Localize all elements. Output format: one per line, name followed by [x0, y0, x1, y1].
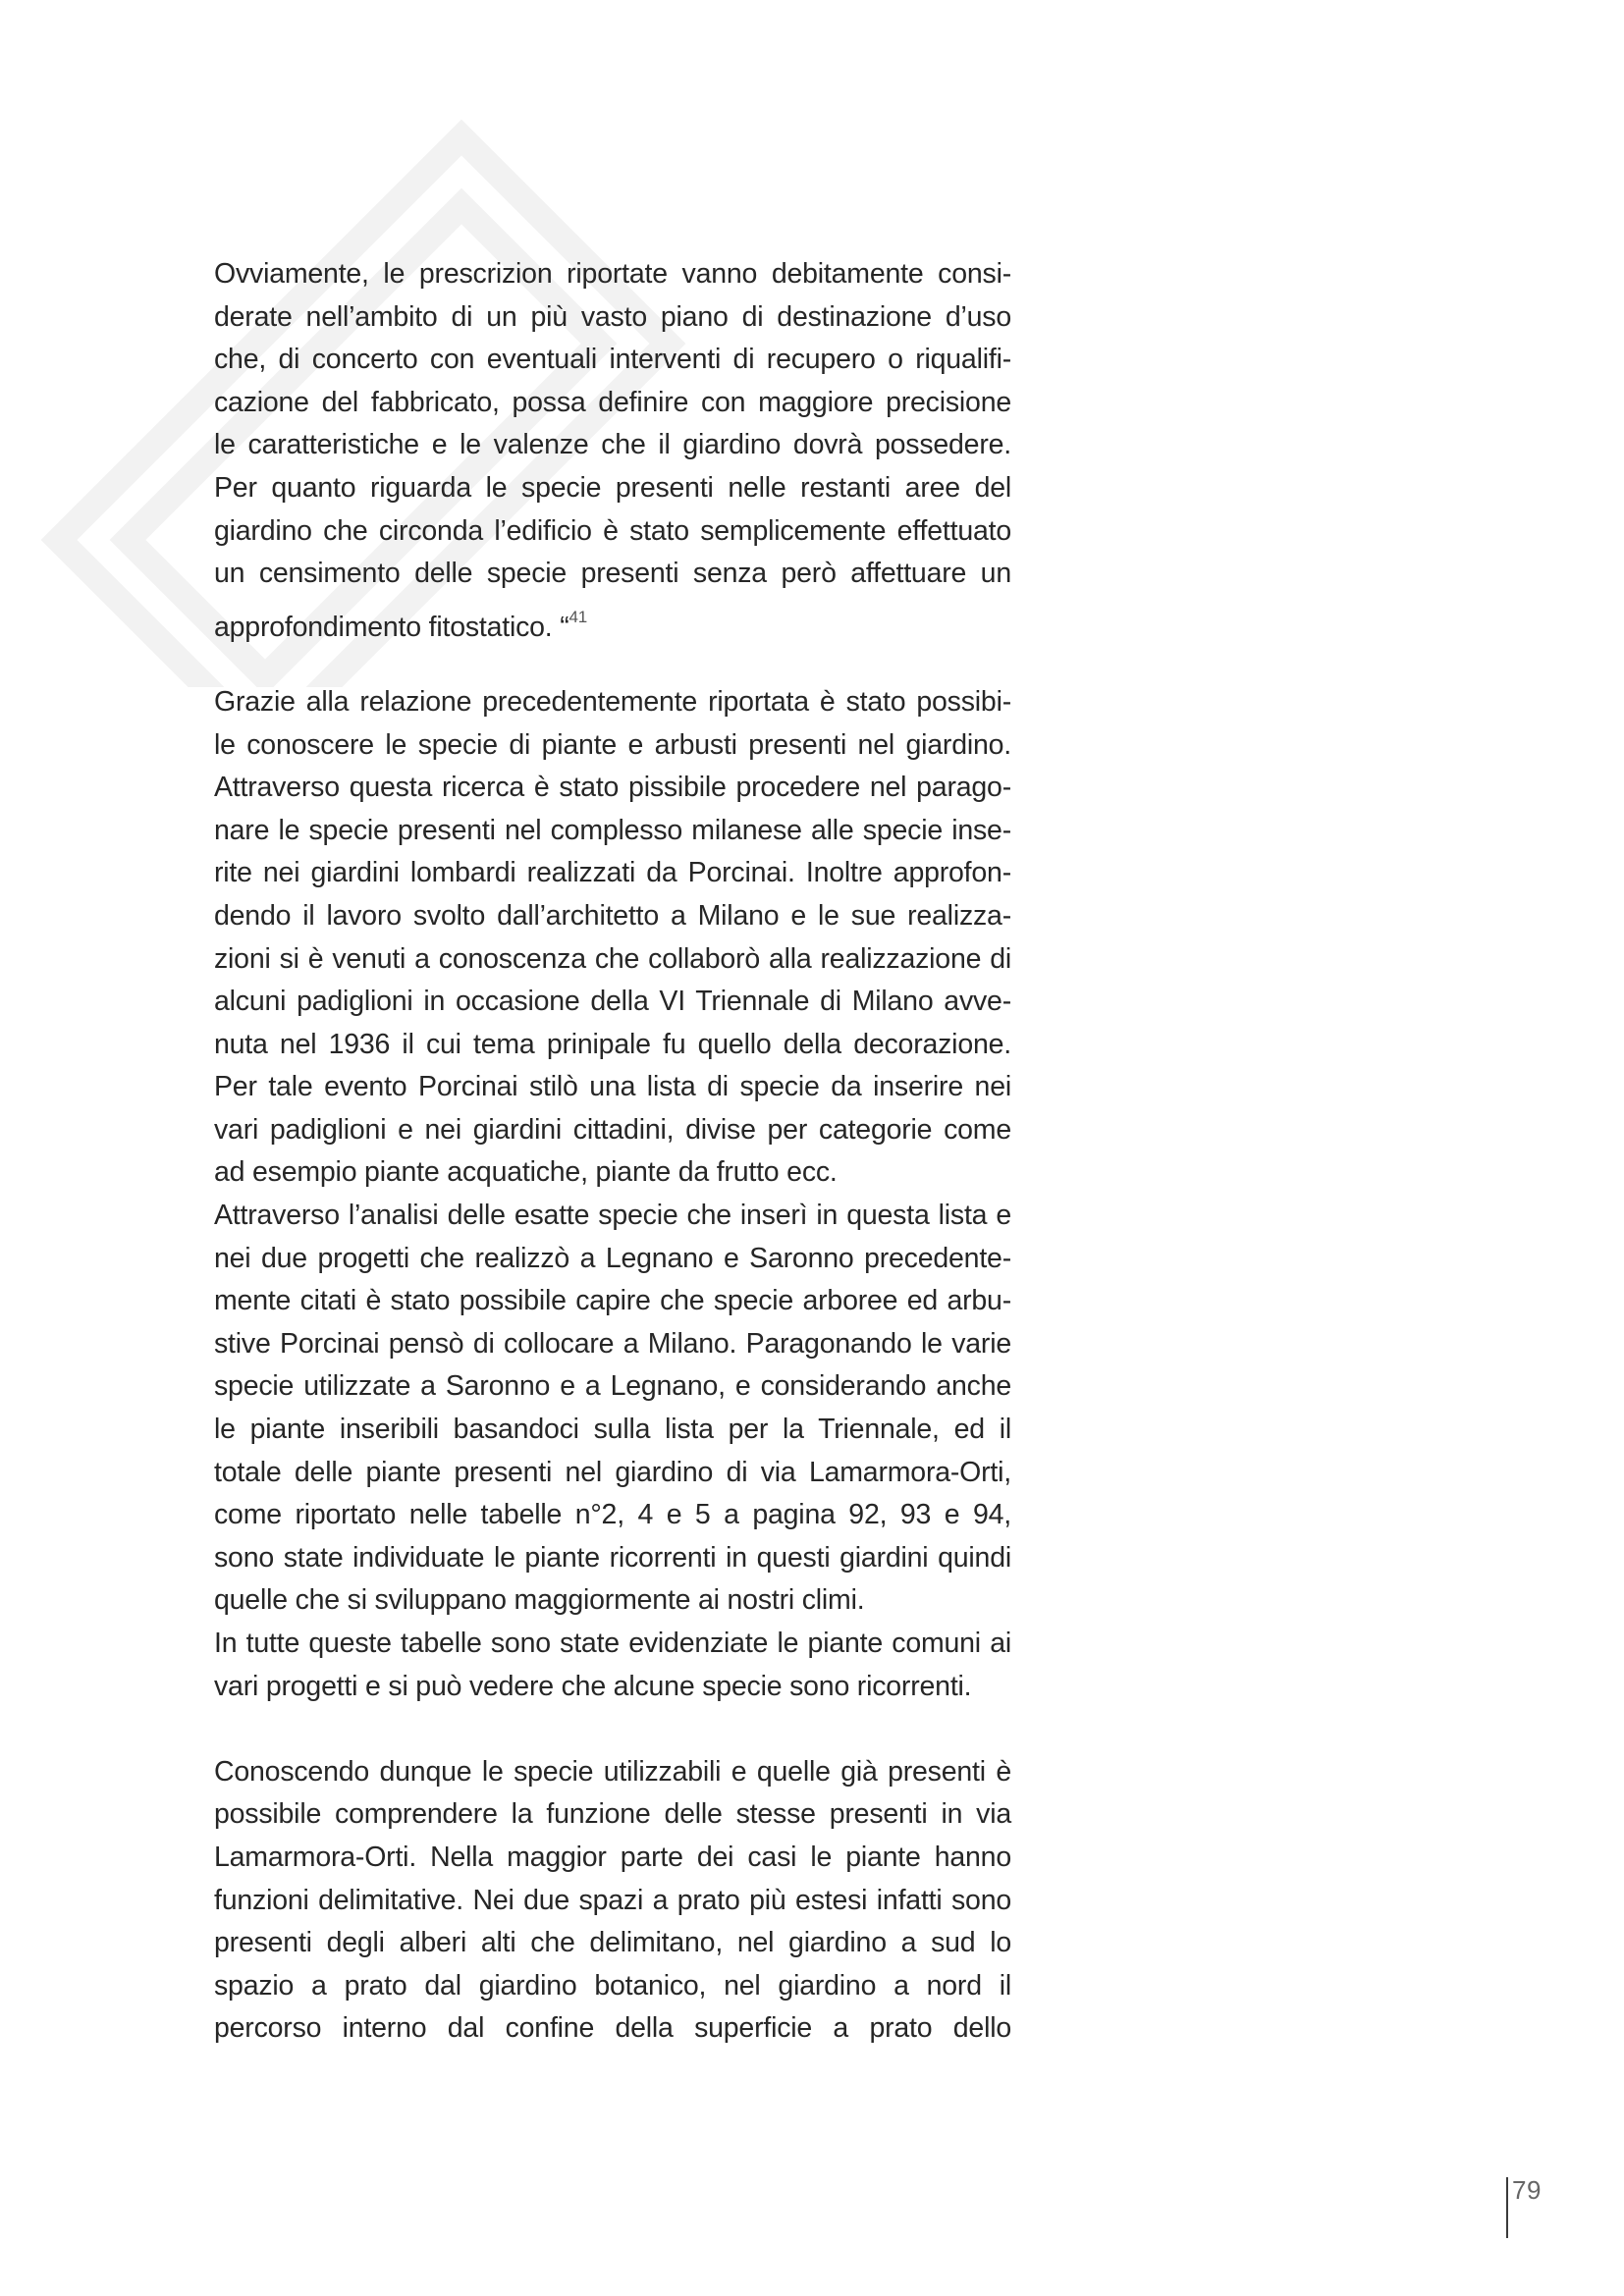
text-line: le caratteristiche e le valenze che il giardino dovrà possedere.: [214, 429, 1011, 461]
text-line-content: approfondimento fitostatico. “: [214, 611, 569, 643]
text-line: giardino che circonda l’edificio è stato semplicemente effettuato: [214, 514, 1011, 547]
text-line: mente citati è stato possibile capire che specie arboree ed arbu-: [214, 1285, 1011, 1317]
text-line: nare le specie presenti nel complesso milanese alle specie inse-: [214, 814, 1011, 846]
text-line: Attraverso l’analisi delle esatte specie che inserì in questa lista e: [214, 1200, 1011, 1232]
text-line: In tutte queste tabelle sono state evidenziate le piante comuni ai: [214, 1628, 1011, 1659]
body-text: [214, 253, 1011, 2051]
paragraph-3: [214, 1195, 1011, 1623]
text-line: un censimento delle specie presenti senza però affettuare un: [214, 558, 1011, 590]
text-line: sono state individuate le piante ricorrenti in questi giardini quindi: [214, 1541, 1011, 1574]
paragraph-gap: [214, 638, 1011, 681]
paragraph-2: [214, 681, 1011, 1195]
text-line: le conoscere le specie di piante e arbusti presenti nel giardino.: [214, 728, 1011, 761]
text-line: dendo il lavoro svolto dall’architetto a Milano e le sue realizza-: [214, 899, 1011, 932]
text-line: Ovviamente, le prescrizion riportate vanno debitamente consi-: [214, 258, 1011, 290]
text-line: totale delle piante presenti nel giardino di via Lamarmora-Orti,: [214, 1456, 1011, 1488]
text-line: nei due progetti che realizzò a Legnano e Saronno precedente-: [214, 1242, 1011, 1274]
paragraph-5: [214, 1751, 1011, 2051]
text-line: che, di concerto con eventuali interventi di recupero o riqualifi-: [214, 344, 1011, 376]
text-line-last: quelle che si sviluppano maggiormente ai nostri climi.: [214, 1584, 865, 1617]
page-number: 79: [1512, 2175, 1542, 2205]
text-line: Per quanto riguarda le specie presenti nelle restanti aree del: [214, 471, 1011, 504]
paragraph-4: [214, 1623, 1011, 1708]
text-line: Grazie alla relazione precedentemente riportata è stato possibi-: [214, 685, 1011, 718]
text-line: cazione del fabbricato, possa definire con maggiore precisione: [214, 386, 1011, 418]
text-line: nuta nel 1936 il cui tema prinipale fu quello della decorazione.: [214, 1028, 1011, 1060]
text-line: le piante inseribili basandoci sulla lista per la Triennale, ed il: [214, 1414, 1011, 1446]
footnote-reference: 41: [568, 607, 588, 626]
text-line: derate nell’ambito di un più vasto piano di destinazione d’uso: [214, 300, 1011, 333]
text-line: alcuni padiglioni in occasione della VI Triennale di Milano avve-: [214, 986, 1011, 1018]
paragraph-gap: [214, 1708, 1011, 1751]
page-number-rule: [1506, 2177, 1508, 2238]
text-line: come riportato nelle tabelle n°2, 4 e 5 a pagina 92, 93 e 94,: [214, 1499, 1011, 1531]
text-line-last: [214, 596, 1011, 643]
text-line: Attraverso questa ricerca è stato pissibile procedere nel parago-: [214, 772, 1011, 804]
text-line: stive Porcinai pensò di collocare a Milano. Paragonando le varie: [214, 1327, 1011, 1360]
text-line-last: ad esempio piante acquatiche, piante da frutto ecc.: [214, 1156, 838, 1189]
text-line: zioni si è venuti a conoscenza che collaborò alla realizzazione di: [214, 942, 1011, 975]
text-line: presenti degli alberi alti che delimitano, nel giardino a sud lo: [214, 1927, 1011, 1959]
text-line: Conoscendo dunque le specie utilizzabili e quelle già presenti è: [214, 1755, 1011, 1788]
text-line: percorso interno dal confine della superficie a prato dello: [214, 2012, 1011, 2045]
text-line: spazio a prato dal giardino botanico, nel giardino a nord il: [214, 1969, 1011, 2002]
text-line: rite nei giardini lombardi realizzati da Porcinai. Inoltre approfon-: [214, 857, 1011, 889]
text-line: Lamarmora-Orti. Nella maggior parte dei casi le piante hanno: [214, 1841, 1011, 1873]
text-line: vari padiglioni e nei giardini cittadini, divise per categorie come: [214, 1113, 1011, 1146]
text-line: specie utilizzate a Saronno e a Legnano, e considerando anche: [214, 1370, 1011, 1403]
text-line-last: vari progetti e si può vedere che alcune specie sono ricorrenti.: [214, 1670, 972, 1702]
text-line: possibile comprendere la funzione delle stesse presenti in via: [214, 1798, 1011, 1831]
paragraph-1: [214, 253, 1011, 643]
text-line: Per tale evento Porcinai stilò una lista di specie da inserire nei: [214, 1071, 1011, 1103]
text-line: funzioni delimitative. Nei due spazi a prato più estesi infatti sono: [214, 1884, 1011, 1916]
